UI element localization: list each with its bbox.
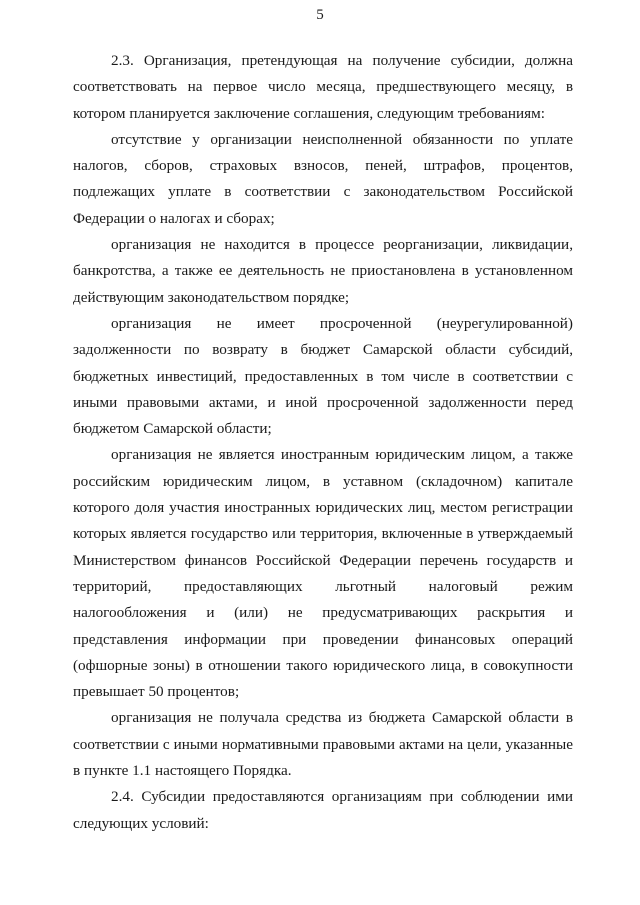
paragraph-no-other-funds: организация не получала средства из бюджета Самарской области в соответствии с иными нормативными правовыми актами на цели, указанные в пункте 1.1 настоящего Порядка.: [73, 709, 573, 780]
paragraph-no-reorganization: организация не находится в процессе реорганизации, ликвидации, банкротства, а также ее деятельность не приостановлена в установленном действующим законодательством порядке;: [73, 236, 573, 306]
paragraph-no-tax-debt: отсутствие у организации неисполненной обязанности по уплате налогов, сборов, страховых взносов, пеней, штрафов, процентов, подлежащих уплате в соответствии с законодательством Российской Федерации о налогах и сборах;: [73, 130, 573, 227]
paragraph-2-4-conditions: 2.4. Субсидии предоставляются организациям при соблюдении ими следующих условий:: [73, 788, 573, 832]
paragraph-no-overdue-debt: организация не имеет просроченной (неурегулированной) задолженности по возврату в бюджет Самарской области субсидий, бюджетных инвестиций, предоставленных в том числе в соответствии с иными правовыми актами, и иной просроченной задолженности перед бюджетом Самарской области;: [73, 314, 573, 438]
paragraph-2-3-intro: 2.3. Организация, претендующая на получение субсидии, должна соответствовать на первое число месяца, предшествующего месяцу, в котором планируется заключение соглашения, следующим требованиям:: [73, 52, 573, 122]
paragraph-not-foreign-entity: организация не является иностранным юридическим лицом, а также российским юридическим лицом, в уставном (складочном) капитале которого доля участия иностранных юридических лиц, местом регистрации которых является государство или территория, включенные в утверждаемый Министерством финансов Российской Федерации перечень государств и территорий, предоставляющих льготный налоговый режим налогообложения и (или) не предусматривающих раскрытия и представления информации при проведении финансовых операций (офшорные зоны) в отношении такого юридического лица, в совокупности превышает 50 процентов;: [73, 446, 573, 701]
document-body: [73, 48, 573, 837]
page-number: 5: [316, 7, 324, 23]
